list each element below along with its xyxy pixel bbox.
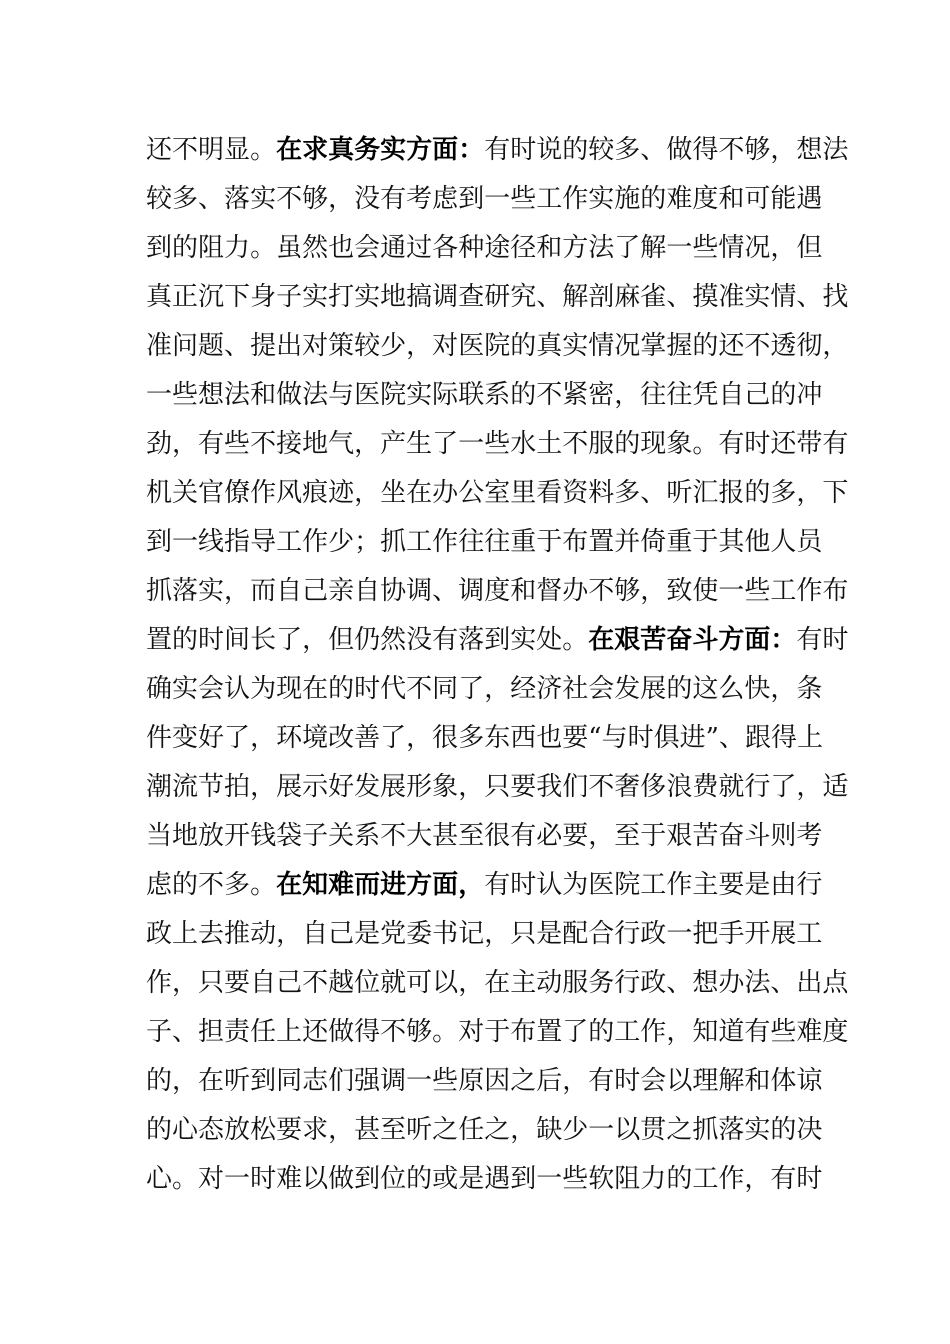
text-line: 当 地 放 开 钱 袋 子 关 系 不 大 甚 至 很 有 必 要 ， 至 于 艰 苦 奋 斗 则 考	[146, 821, 823, 851]
text-line: 机 关 官 僚 作 风 痕 迹 ， 坐 在 办 公 室 里 看 资 料 多 、 听 汇 报 的 多 ， 下	[146, 478, 849, 508]
text-line: 件 变 好 了 ， 环 境 改 善 了 ， 很 多 东 西 也 要 “ 与 时 俱 进 ” 、 跟 得 上	[146, 723, 823, 753]
text-line: 子 、 担 责 任 上 还 做 得 不 够 。 对 于 布 置 了 的 工 作 ， 知 道 有 些 难 度	[146, 1017, 849, 1047]
text-line: 心 。 对 一 时 难 以 做 到 位 的 或 是 遇 到 一 些 软 阻 力 的 工 作 ， 有 时	[146, 1164, 823, 1194]
text-line: 到 的 阻 力 。 虽 然 也 会 通 过 各 种 途 径 和 方 法 了 解 一 些 情 况 ， 但	[146, 233, 823, 263]
text-line: 劲 ， 有 些 不 接 地 气 ， 产 生 了 一 些 水 土 不 服 的 现 象 。 有 时 还 带 有	[146, 429, 849, 459]
text-line: 较 多 、 落 实 不 够 ， 没 有 考 虑 到 一 些 工 作 实 施 的 难 度 和 可 能 遇	[146, 184, 823, 214]
text-line: 潮 流 节 拍 ， 展 示 好 发 展 形 象 ， 只 要 我 们 不 奢 侈 浪 费 就 行 了 ， 适	[146, 772, 849, 802]
text-line: 的 心 态 放 松 要 求 ， 甚 至 听 之 任 之 ， 缺 少 一 以 贯 之 抓 落 实 的 决	[146, 1115, 823, 1145]
text-line: 准 问 题 、 提 出 对 策 较 少 ， 对 医 院 的 真 实 情 况 掌 握 的 还 不 透 彻 ，	[146, 331, 849, 361]
text-line: 虑 的 不 多 。 在 知 难 而 进 方 面 ， 有 时 认 为 医 院 工 作 主 要 是 由 行	[146, 870, 823, 900]
text-line: 确 实 会 认 为 现 在 的 时 代 不 同 了 ， 经 济 社 会 发 展 的 这 么 快 ， 条	[146, 674, 823, 704]
text-line: 抓 落 实 ， 而 自 己 亲 自 协 调 、 调 度 和 督 办 不 够 ， 致 使 一 些 工 作 布	[146, 576, 849, 606]
text-line: 一 些 想 法 和 做 法 与 医 院 实 际 联 系 的 不 紧 密 ， 往 往 凭 自 己 的 冲	[146, 380, 823, 410]
text-line: 到 一 线 指 导 工 作 少 ； 抓 工 作 往 往 重 于 布 置 并 倚 重 于 其 他 人 员	[146, 527, 823, 557]
text-line: 的 ， 在 听 到 同 志 们 强 调 一 些 原 因 之 后 ， 有 时 会 以 理 解 和 体 谅	[146, 1066, 823, 1096]
text-line: 政 上 去 推 动 ， 自 己 是 党 委 书 记 ， 只 是 配 合 行 政 一 把 手 开 展 工	[146, 919, 823, 949]
text-line: 作 ， 只 要 自 己 不 越 位 就 可 以 ， 在 主 动 服 务 行 政 、 想 办 法 、 出 点	[146, 968, 849, 998]
body-text	[146, 126, 849, 1204]
text-line: 还 不 明 显 。 在 求 真 务 实 方 面 ： 有 时 说 的 较 多 、 做 得 不 够 ， 想 法	[146, 135, 849, 165]
text-line: 真 正 沉 下 身 子 实 打 实 地 搞 调 查 研 究 、 解 剖 麻 雀 、 摸 准 实 情 、 找	[146, 282, 849, 312]
text-line: 置 的 时 间 长 了 ， 但 仍 然 没 有 落 到 实 处 。 在 艰 苦 奋 斗 方 面 ： 有 时	[146, 625, 849, 655]
